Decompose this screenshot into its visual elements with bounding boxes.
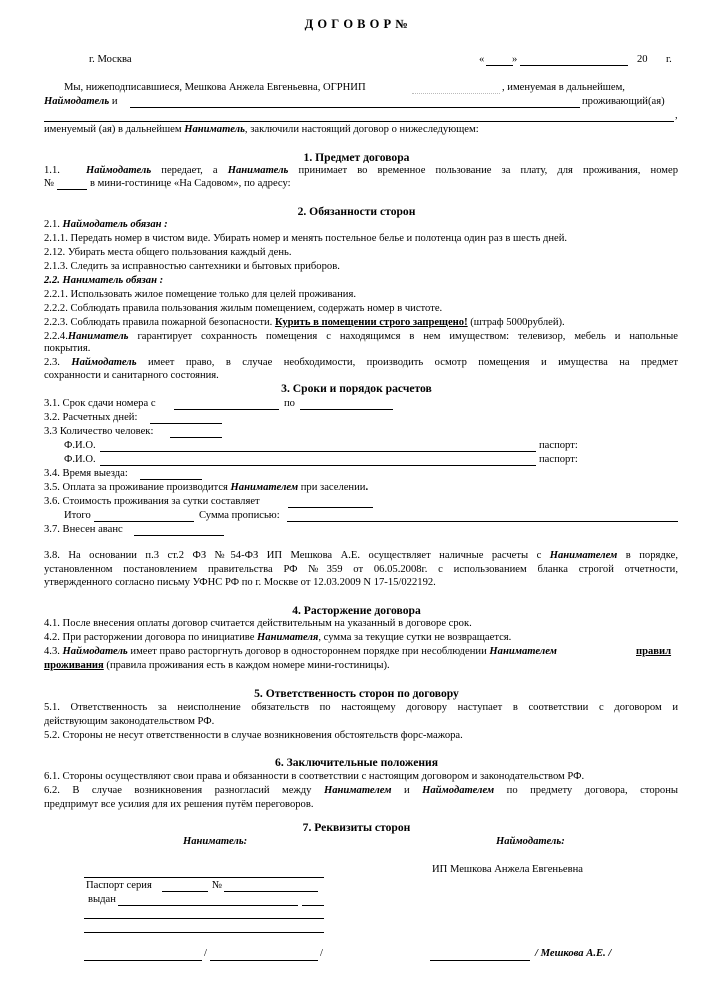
total-field[interactable] <box>94 521 194 522</box>
section-2-heading: 2. Обязанности сторон <box>297 205 416 218</box>
intro-text-b: , именуемая в дальнейшем, <box>502 82 625 93</box>
tenant-signature-field[interactable] <box>84 960 202 961</box>
fio-field-2[interactable] <box>100 465 536 466</box>
intro-line-2 <box>44 96 118 109</box>
s4-line-2: 4.2. При расторжении договора по инициативе Нанимателя, сумма за текущие сутки не возвращается. <box>44 632 512 643</box>
and-text: и <box>109 96 118 107</box>
passport-number-field[interactable] <box>224 891 318 892</box>
s2-line-7: 2.2.2. Соблюдать правила пользования жилым помещением, содержать номер в чистоте. <box>44 303 443 314</box>
s4-line-4: проживания (правила проживания есть в каждом номере мини-гостиницы). <box>44 660 390 671</box>
s2-line-1: 2.1. Наймодатель обязан : <box>44 219 168 230</box>
s4-line-1: 4.1. После внесения оплаты договор считается действительным на указанный в договоре срок. <box>44 618 472 629</box>
year-prefix: 20 <box>637 54 648 65</box>
days-field[interactable] <box>150 423 222 424</box>
intro-text-a: Мы, нижеподписавшиеся, Мешкова Анжела Евгеньевна, ОГРНИП <box>64 82 366 93</box>
tenant-name-field[interactable] <box>130 107 580 108</box>
s2-line-4: 2.1.3. Следить за исправностью сантехники и бытовых приборов. <box>44 261 340 272</box>
rules-link-a: правил <box>636 646 672 657</box>
s4-line-3: 4.3. Наймодатель имеет право расторгнуть договор в одностороннем порядке при несоблюдении Нанимателем <box>44 646 557 657</box>
s2-line-10: покрытия. <box>44 343 91 354</box>
date-close-quote: » <box>512 54 518 65</box>
tenant-signature-name-field[interactable] <box>210 960 318 961</box>
landlord-term: Наймодатель <box>44 96 110 107</box>
sum-words-field[interactable] <box>287 521 678 522</box>
smoking-prohibited: Курить в помещении строго запрещено! <box>274 317 468 328</box>
date-day-blank[interactable] <box>486 65 513 66</box>
s5-line-2: действующим законодательством РФ. <box>44 716 215 727</box>
s2-line-9: 2.2.4.Наниматель гарантирует сохранность помещения с находящимся в нем имуществом: телевизор, мебель и напольные <box>44 331 678 342</box>
s3-line-3: 3.3 Количество человек: <box>44 426 154 437</box>
s3-p38-line-2: установленном постановлением правительства РФ №359 от 06.05.2008г. с использованием бланка строгой отчетности, <box>44 564 678 575</box>
s3-line-8: 3.6. Стоимость проживания за сутки составляет <box>44 496 260 507</box>
s3-to: по <box>284 398 295 409</box>
s6-line-3: предпримут все усилия для их решения путём переговоров. <box>44 799 314 810</box>
s2-line-2: 2.1.1. Передать номер в чистом виде. Убирать номер и менять постельное белье и полотенца один раз в шесть дней. <box>44 233 568 244</box>
advance-field[interactable] <box>134 535 224 536</box>
s6-line-2: 6.2. В случае возникновения разногласий между Нанимателем и Наймодателем по предмету договора, стороны <box>44 785 678 796</box>
s3-line-1: 3.1. Срок сдачи номера с <box>44 398 156 409</box>
tenant-term: Наниматель <box>184 124 245 135</box>
section-6-heading: 6. Заключительные положения <box>275 756 438 769</box>
tenant-label: Наниматель: <box>183 836 248 847</box>
section-7-heading: 7. Реквизиты сторон <box>302 821 411 834</box>
s2-line-11: 2.3. Наймодатель имеет право, в случае необходимости, производить осмотр помещения и имущества на предмет <box>44 357 678 368</box>
room-number-field[interactable] <box>57 189 87 190</box>
s5-line-1: 5.1. Ответственность за неисполнение обязательств по настоящему договору наступает в соответствии с договором и <box>44 702 678 713</box>
passport-no-label: № <box>212 880 223 891</box>
checkin-date-field[interactable] <box>174 409 279 410</box>
sum-words-label: Сумма прописью: <box>199 510 280 521</box>
intro-line-3: именуемый (ая) в дальнейшем Наниматель, заключили настоящий договор о нижеследующем: <box>44 124 479 135</box>
date-open-quote: « <box>479 54 485 65</box>
s3-p38-line-1: 3.8. На основании п.3 ст.2 ФЗ №54-ФЗ ИП Мешкова А.Е. осуществляет наличные расчеты с Нанимателем в порядке, <box>44 550 678 561</box>
residing-text: проживающий(ая) <box>582 96 665 107</box>
year-suffix: г. <box>666 54 672 65</box>
s1-no: № <box>44 178 55 189</box>
tenant-extra-line-2[interactable] <box>84 932 324 933</box>
total-label: Итого <box>64 510 91 521</box>
s3-line-10: 3.7. Внесен аванс <box>44 524 123 535</box>
landlord-label: Наймодатель: <box>496 836 565 847</box>
s3-line-7: 3.5. Оплата за проживание производится Нанимателем при заселении. <box>44 482 369 493</box>
issued-by-field[interactable] <box>118 905 298 906</box>
slash-2: / <box>320 948 323 959</box>
ogrnip-field[interactable] <box>412 93 500 94</box>
section-4-heading: 4. Расторжение договора <box>292 604 421 617</box>
date-month-blank[interactable] <box>520 65 628 66</box>
people-count-field[interactable] <box>170 437 222 438</box>
checkout-time-field[interactable] <box>140 479 202 480</box>
section-1-heading: 1. Предмет договора <box>303 151 410 164</box>
tenant-address-field[interactable] <box>44 121 674 122</box>
tenant-extra-line-1[interactable] <box>84 918 324 919</box>
s5-line-3: 5.2. Стороны не несут ответственности в случае возникновения обстоятельств форс-мажора. <box>44 730 463 741</box>
passport-label-2: паспорт: <box>539 454 578 465</box>
intro-line-1 <box>64 82 366 95</box>
s2-line-8: 2.2.3. Соблюдать правила пожарной безопасности. Курить в помещении строго запрещено! (штраф 5000рублей). <box>44 317 565 328</box>
s2-line-3: 2.12. Убирать места общего пользования каждый день. <box>44 247 292 258</box>
s3-line-2: 3.2. Расчетных дней: <box>44 412 138 423</box>
issued-date-field[interactable] <box>302 905 324 906</box>
s2-line-12: сохранности и санитарного состояния. <box>44 370 219 381</box>
s6-line-1: 6.1. Стороны осуществляют свои права и обязанности в соответствии с настоящим договором и законодательством РФ. <box>44 771 585 782</box>
s1-line-1: Наймодатель передает, а Наниматель принимает во временное пользование за плату, для проживания, номер <box>86 165 678 176</box>
s3-line-6: 3.4. Время выезда: <box>44 468 128 479</box>
passport-label-1: паспорт: <box>539 440 578 451</box>
fio-label-1: Ф.И.О. <box>64 440 96 451</box>
passport-series-field[interactable] <box>162 891 208 892</box>
issued-label: выдан <box>88 894 116 905</box>
s1-num: 1.1. <box>44 165 60 176</box>
document-title: Д О Г О В О Р № <box>304 17 409 31</box>
s2-line-6: 2.2.1. Использовать жилое помещение только для целей проживания. <box>44 289 356 300</box>
landlord-signature-name: / Мешкова А.Е. / <box>535 948 612 959</box>
checkout-date-field[interactable] <box>300 409 393 410</box>
comma: , <box>675 110 678 121</box>
daily-cost-field[interactable] <box>288 507 373 508</box>
fio-label-2: Ф.И.О. <box>64 454 96 465</box>
fio-field-1[interactable] <box>100 451 536 452</box>
slash-1: / <box>204 948 207 959</box>
s2-line-5: 2.2. Наниматель обязан : <box>44 275 164 286</box>
city: г. Москва <box>89 54 132 65</box>
passport-series-label: Паспорт серия <box>86 880 152 891</box>
s1-line-2: в мини-гостинице «На Садовом», по адресу: <box>90 178 291 189</box>
section-3-heading: 3. Сроки и порядок расчетов <box>281 382 432 395</box>
tenant-name-sign-field[interactable] <box>84 877 324 878</box>
section-5-heading: 5. Ответственность сторон по договору <box>254 687 459 700</box>
landlord-name: ИП Мешкова Анжела Евгеньевна <box>432 864 584 875</box>
landlord-signature-field[interactable] <box>430 960 530 961</box>
s3-p38-line-3: утвержденного согласно письму УФНС РФ по г. Москве от 12.03.2009 N 17-15/022192. <box>44 577 436 588</box>
